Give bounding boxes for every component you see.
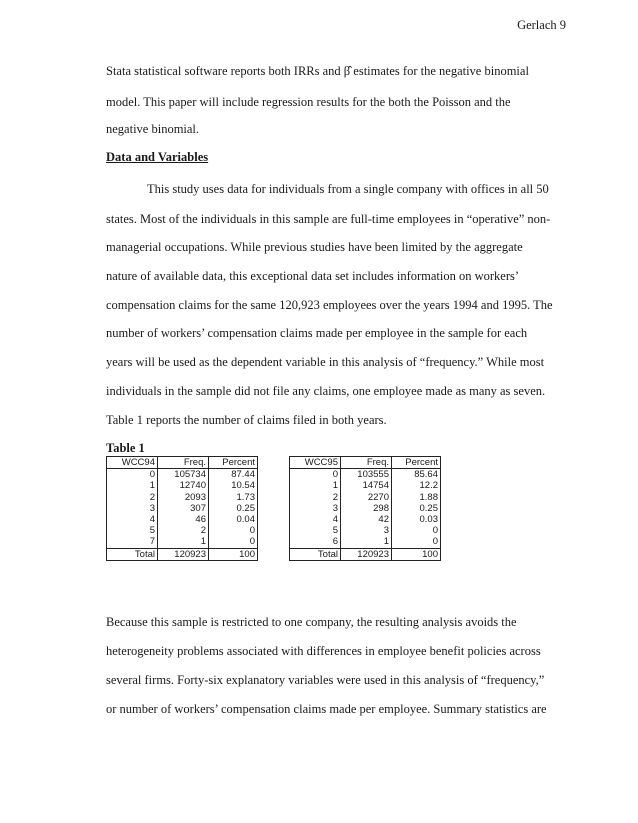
table-cell: 7 [107, 536, 158, 548]
table-cell: 3 [341, 525, 392, 536]
table-cell: 12.2 [419, 480, 438, 492]
paragraph-line: compensation claims for the same 120,923 employees over the years 1994 and 1995. The [106, 298, 553, 312]
paragraph-line: Stata statistical software reports both IRRs and β̂ estimates for the negative binomial [106, 64, 529, 78]
table-cell: 1 [290, 480, 341, 491]
table-cell: 0 [249, 536, 255, 548]
paragraph-line: managerial occupations. While previous studies have been limited by the aggregate [106, 240, 523, 254]
table-cell: 307 [158, 503, 209, 514]
table-cell: 2 [290, 492, 341, 503]
page-header: Gerlach 9 [517, 18, 566, 32]
column-header: Freq. [341, 457, 392, 469]
table-row [290, 469, 441, 481]
table-cell: 14754 [341, 480, 392, 491]
table-cell: 12740 [158, 480, 209, 491]
table-total-row [107, 548, 258, 560]
paragraph-line: Because this sample is restricted to one company, the resulting analysis avoids the [106, 615, 517, 629]
table-cell: 1 [107, 480, 158, 491]
table-cell: 0 [107, 469, 158, 481]
table-cell: 100 [392, 548, 441, 560]
table-row [107, 492, 258, 503]
table-cell: Total [290, 548, 341, 560]
table-cell: 0.25 [419, 502, 438, 514]
table-cell: 298 [341, 503, 392, 514]
table-cell: 2 [158, 525, 209, 536]
paragraph-line: nature of available data, this exceptional data set includes information on workers’ [106, 269, 520, 283]
column-header: WCC95 [290, 457, 341, 469]
table-cell: 1.73 [236, 491, 255, 503]
table-cell: 10.54 [231, 480, 255, 492]
claims-table-1995 [289, 456, 441, 561]
table-cell: 0.25 [236, 502, 255, 514]
table-cell: 0 [290, 469, 341, 481]
table-total-row [290, 548, 441, 560]
table-row [107, 480, 258, 491]
table-header-row [107, 457, 258, 469]
paragraph-line: model. This paper will include regression results for the both the Poisson and the [106, 95, 511, 109]
table-cell: 5 [107, 525, 158, 536]
column-header: Percent [392, 457, 441, 469]
table-row [290, 514, 441, 525]
paragraph-line: individuals in the sample did not file any claims, one employee made as many as seven. [106, 384, 546, 398]
table-cell: 120923 [158, 548, 209, 560]
table-cell: 120923 [341, 548, 392, 560]
paragraph-line: negative binomial. [106, 122, 200, 136]
table-row [107, 525, 258, 536]
paragraph-line: years will be used as the dependent variable in this analysis of “frequency.” While most [106, 355, 545, 369]
table-cell: 0 [432, 536, 438, 548]
table-row [290, 525, 441, 536]
table-cell: 1.88 [419, 491, 438, 503]
table-cell: 0.03 [419, 514, 438, 526]
table-cell: 4 [107, 514, 158, 525]
table-row [107, 514, 258, 525]
paragraph-line: Table 1 reports the number of claims filed in both years. [106, 413, 387, 427]
column-header: Freq. [158, 457, 209, 469]
table-cell: 3 [107, 503, 158, 514]
paragraph-line: or number of workers’ compensation claims made per employee. Summary statistics are [106, 702, 547, 716]
table-row [290, 503, 441, 514]
table-cell: 0 [432, 525, 438, 537]
table-cell: 2 [107, 492, 158, 503]
paragraph-line: heterogeneity problems associated with differences in employee benefit policies across [106, 644, 541, 658]
table-header-row [290, 457, 441, 469]
table-cell: 1 [341, 536, 392, 548]
paragraph-line: states. Most of the individuals in this sample are full-time employees in “operative” non- [106, 212, 551, 226]
column-header: Percent [209, 457, 258, 469]
table-cell: 103555 [341, 469, 392, 481]
column-header: WCC94 [107, 457, 158, 469]
table-row [107, 503, 258, 514]
table-caption: Table 1 [106, 441, 145, 455]
table-cell: 1 [158, 536, 209, 548]
table-cell: 4 [290, 514, 341, 525]
table-cell: 100 [209, 548, 258, 560]
table-row [290, 480, 441, 491]
table-cell: 2093 [158, 492, 209, 503]
section-heading: Data and Variables [106, 150, 209, 164]
table-cell: 42 [341, 514, 392, 525]
paragraph-line: This study uses data for individuals from a single company with offices in all 50 [147, 182, 549, 196]
table-row [290, 492, 441, 503]
table-cell: 3 [290, 503, 341, 514]
paragraph-line: several firms. Forty-six explanatory variables were used in this analysis of “frequency,” [106, 673, 545, 687]
table-cell: 5 [290, 525, 341, 536]
paragraph-line: number of workers’ compensation claims made per employee in the sample for each [106, 326, 528, 340]
table-cell: 2270 [341, 492, 392, 503]
table-cell: 85.64 [414, 469, 438, 481]
table-cell: Total [107, 548, 158, 560]
claims-table-1994 [106, 456, 258, 561]
table-cell: 46 [158, 514, 209, 525]
table-cell: 0.04 [236, 514, 255, 526]
table-cell: 105734 [158, 469, 209, 481]
table-row [107, 469, 258, 481]
table-row [107, 536, 258, 548]
table-cell: 6 [290, 536, 341, 548]
table-row [290, 536, 441, 548]
table-cell: 0 [249, 525, 255, 537]
table-cell: 87.44 [231, 469, 255, 481]
